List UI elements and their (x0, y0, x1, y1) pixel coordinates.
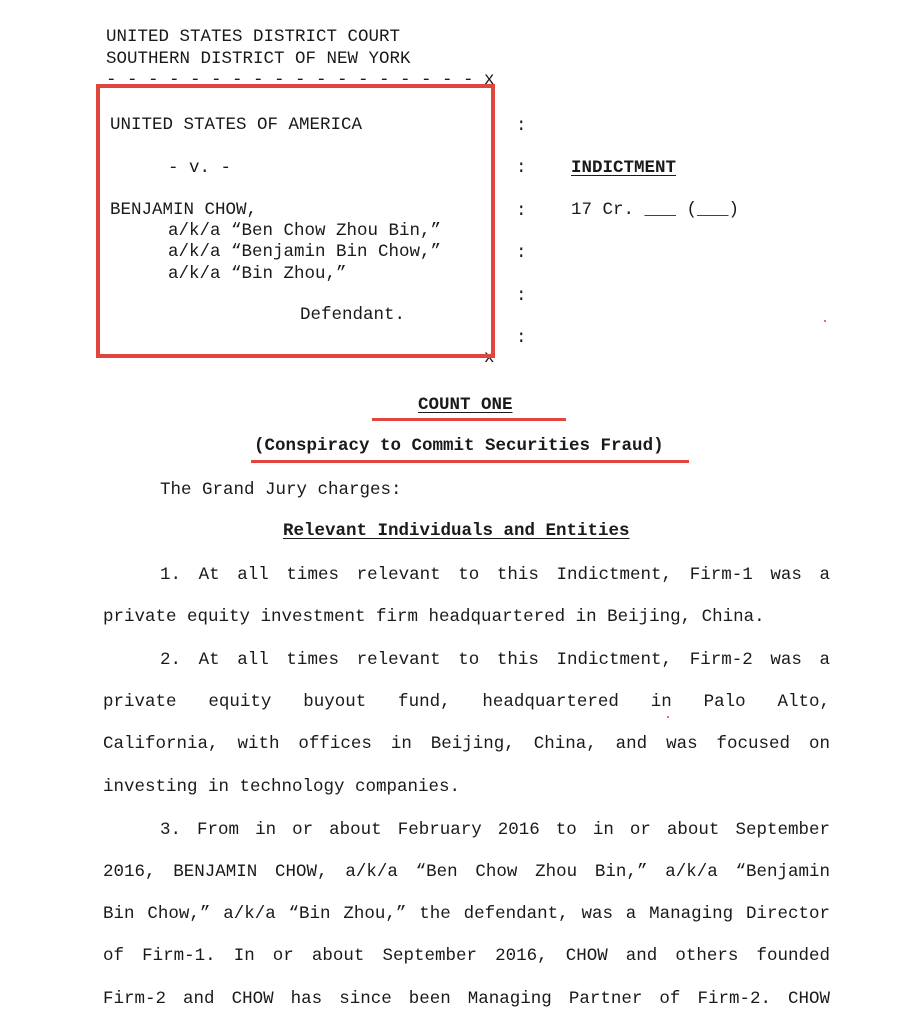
defendant-name: BENJAMIN CHOW, (110, 200, 258, 220)
defendant-label: Defendant. (300, 305, 406, 325)
count-title: COUNT ONE (418, 395, 513, 415)
highlight-underline (372, 418, 566, 421)
caption-colon: : (516, 116, 527, 136)
court-name-line-1: UNITED STATES DISTRICT COURT (106, 27, 401, 47)
paragraph-line: 2016, BENJAMIN CHOW, a/k/a “Ben Chow Zhou Bin,” a/k/a “Benjamin (103, 862, 830, 882)
versus-mark: - v. - (168, 158, 232, 178)
paragraph-line: California, with offices in Beijing, China, and was focused on (103, 734, 830, 754)
paragraph-line: 2. At all times relevant to this Indictment, Firm-2 was a (160, 650, 830, 670)
paragraph-line: Firm-2 and CHOW has since been Managing Partner of Firm-2. CHOW (103, 989, 830, 1009)
highlight-underline (251, 460, 689, 463)
grand-jury-charges: The Grand Jury charges: (160, 480, 402, 500)
plaintiff-name: UNITED STATES OF AMERICA (110, 115, 363, 135)
document-type-heading: INDICTMENT (571, 158, 677, 178)
defendant-alias: a/k/a “Ben Chow Zhou Bin,” (168, 221, 442, 241)
caption-bottom-rule: - - - - - - - - - - - - - - - - - - x (106, 348, 495, 368)
caption-colon: : (516, 286, 527, 306)
paragraph-line: of Firm-1. In or about September 2016, CHOW and others founded (103, 946, 830, 966)
paragraph-line: 3. From in or about February 2016 to in or about September (160, 820, 830, 840)
defendant-alias: a/k/a “Bin Zhou,” (168, 264, 347, 284)
caption-colon: : (516, 201, 527, 221)
paragraph-line: Bin Chow,” a/k/a “Bin Zhou,” the defendant, was a Managing Director (103, 904, 830, 924)
caption-colon: : (516, 243, 527, 263)
paragraph-line: 1. At all times relevant to this Indictment, Firm-1 was a (160, 565, 830, 585)
defendant-alias: a/k/a “Benjamin Bin Chow,” (168, 242, 442, 262)
caption-colon: : (516, 158, 527, 178)
paragraph-line: investing in technology companies. (103, 777, 461, 797)
count-subtitle: (Conspiracy to Commit Securities Fraud) (254, 436, 664, 456)
section-heading: Relevant Individuals and Entities (283, 521, 630, 541)
highlight-box (96, 84, 495, 358)
case-number: 17 Cr. ___ (___) (571, 200, 740, 220)
scan-speck (824, 320, 826, 322)
paragraph-line: private equity investment firm headquartered in Beijing, China. (103, 607, 765, 627)
court-name-line-2: SOUTHERN DISTRICT OF NEW YORK (106, 49, 411, 69)
scan-speck (667, 716, 669, 718)
caption-colon: : (516, 328, 527, 348)
paragraph-line: private equity buyout fund, headquartered in Palo Alto, (103, 692, 830, 712)
caption-top-rule: - - - - - - - - - - - - - - - - - - x (106, 70, 495, 90)
